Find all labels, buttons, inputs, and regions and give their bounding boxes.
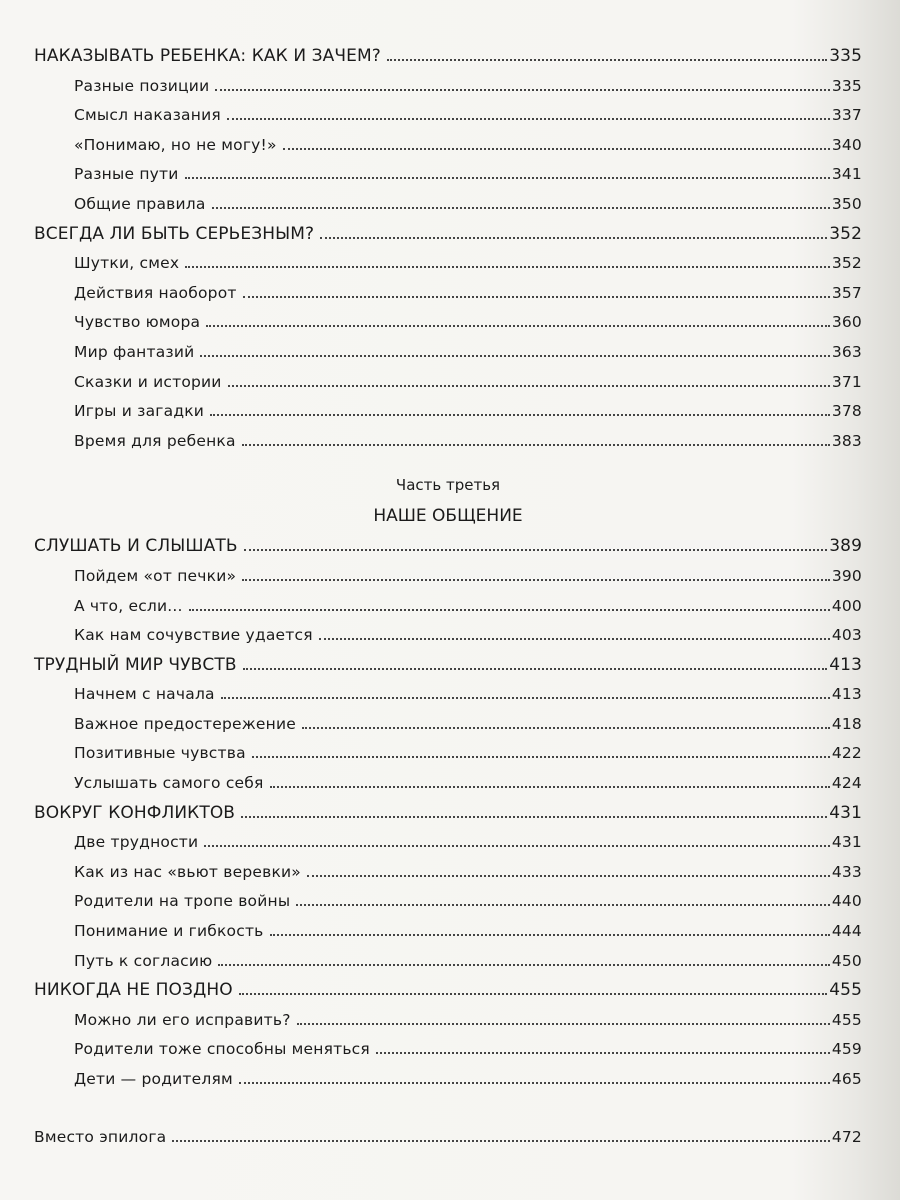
- toc-spacer: [34, 1095, 862, 1123]
- toc-entry-title: Услышать самого себя: [74, 774, 264, 793]
- toc-entry-page: 335: [829, 46, 862, 66]
- dot-leader: [244, 549, 828, 551]
- toc-entry-page: 450: [831, 951, 862, 970]
- dot-leader: [185, 266, 830, 268]
- toc-entry-title: ВОКРУГ КОНФЛИКТОВ: [34, 802, 236, 823]
- toc-entry-page: 341: [831, 165, 862, 184]
- toc-entry-page: 459: [831, 1040, 862, 1059]
- toc-section-entry[interactable]: [34, 131, 862, 161]
- table-of-contents: [34, 42, 862, 1152]
- toc-section-entry[interactable]: [34, 368, 862, 398]
- toc-entry-title: Разные позиции: [74, 76, 210, 95]
- toc-entry-title: Время для ребенка: [74, 431, 236, 450]
- toc-section-entry[interactable]: [34, 1006, 862, 1036]
- toc-section-entry[interactable]: [34, 887, 862, 917]
- toc-entry-page: 444: [831, 922, 862, 941]
- toc-entry-page: 431: [829, 802, 862, 823]
- dot-leader: [387, 59, 827, 61]
- toc-entry-title: Мир фантазий: [74, 342, 195, 361]
- toc-section-entry[interactable]: [34, 947, 862, 977]
- dot-leader: [283, 148, 830, 150]
- dot-leader: [243, 668, 828, 670]
- toc-entry-page: 400: [831, 596, 862, 615]
- toc-entry-page: 465: [831, 1070, 862, 1088]
- toc-entry-page: 433: [831, 862, 862, 881]
- toc-entry-page: 413: [831, 685, 862, 704]
- part-label: Часть третья: [395, 476, 501, 495]
- toc-section-entry[interactable]: [34, 427, 862, 457]
- toc-entry-page: 360: [831, 313, 862, 332]
- dot-leader: [242, 579, 830, 581]
- toc-entry-page: 363: [831, 342, 862, 361]
- dot-leader: [185, 177, 830, 179]
- toc-entry-title: Дети — родителям: [74, 1070, 233, 1088]
- dot-leader: [296, 904, 830, 906]
- toc-section-entry[interactable]: [34, 592, 862, 622]
- toc-section-entry[interactable]: [34, 621, 862, 651]
- toc-entry-page: 352: [829, 223, 862, 244]
- toc-entry-page: 357: [831, 283, 862, 302]
- toc-section-entry[interactable]: [34, 858, 862, 888]
- dot-leader: [189, 609, 830, 611]
- dot-leader: [270, 786, 830, 788]
- dot-leader: [210, 414, 830, 416]
- toc-entry-title: «Понимаю, но не могу!»: [74, 135, 277, 154]
- toc-entry-page: 390: [831, 566, 862, 585]
- dot-leader: [206, 325, 830, 327]
- toc-section-entry[interactable]: [34, 338, 862, 368]
- toc-entry-page: 352: [831, 254, 862, 273]
- toc-chapter-entry[interactable]: [34, 220, 862, 250]
- toc-group-part-two: [34, 42, 862, 456]
- toc-entry-title: Чувство юмора: [74, 313, 201, 332]
- toc-entry-page: 340: [831, 135, 862, 154]
- toc-entry-page: 418: [831, 714, 862, 733]
- toc-entry-title: Действия наоборот: [74, 283, 237, 302]
- toc-entry-page: 350: [831, 194, 862, 213]
- toc-entry-title: Позитивные чувства: [74, 744, 246, 763]
- dot-leader: [228, 385, 830, 387]
- toc-entry-page: 378: [831, 402, 862, 421]
- toc-entry-title: Две трудности: [74, 833, 199, 852]
- toc-entry-title: НАКАЗЫВАТЬ РЕБЕНКА: КАК И ЗАЧЕМ?: [34, 46, 381, 66]
- toc-section-entry[interactable]: [34, 739, 862, 769]
- part-heading: [34, 456, 862, 532]
- toc-entry-title: Как нам сочувствие удается: [74, 626, 313, 645]
- toc-section-entry[interactable]: [34, 710, 862, 740]
- toc-entry-title: НИКОГДА НЕ ПОЗДНО: [34, 980, 233, 1001]
- toc-entry-page: 383: [831, 431, 862, 450]
- dot-leader: [204, 845, 830, 847]
- dot-leader: [227, 118, 830, 120]
- toc-entry-title: Путь к согласию: [74, 951, 213, 970]
- toc-section-entry[interactable]: [34, 562, 862, 592]
- dot-leader: [221, 697, 830, 699]
- toc-section-entry[interactable]: [34, 917, 862, 947]
- toc-section-entry[interactable]: [34, 308, 862, 338]
- dot-leader: [212, 207, 830, 209]
- dot-leader: [319, 638, 830, 640]
- toc-group-part-three: [34, 532, 862, 1094]
- toc-entry-title: Шутки, смех: [74, 254, 180, 273]
- toc-section-entry[interactable]: [34, 397, 862, 427]
- toc-entry-title: Можно ли его исправить?: [74, 1010, 291, 1029]
- toc-entry-title: СЛУШАТЬ И СЛЫШАТЬ: [34, 536, 238, 557]
- toc-section-entry[interactable]: [34, 1035, 862, 1065]
- toc-entry-epilogue[interactable]: [34, 1123, 862, 1153]
- dot-leader: [302, 727, 830, 729]
- dot-leader: [307, 875, 830, 877]
- part-title: НАШЕ ОБЩЕНИЕ: [373, 506, 523, 527]
- toc-entry-page: 413: [829, 654, 862, 675]
- dot-leader: [242, 444, 830, 446]
- dot-leader: [241, 816, 827, 818]
- toc-entry-title: А что, если...: [74, 596, 183, 615]
- toc-entry-title: ТРУДНЫЙ МИР ЧУВСТВ: [34, 654, 237, 675]
- toc-entry-title: Вместо эпилога: [34, 1127, 167, 1146]
- toc-entry-page: 337: [831, 106, 862, 125]
- toc-entry-title: Родители на тропе войны: [74, 892, 291, 911]
- toc-entry-title: Важное предостережение: [74, 714, 296, 733]
- toc-entry-title: Разные пути: [74, 165, 179, 184]
- toc-entry-page: 422: [831, 744, 862, 763]
- toc-entry-title: Смысл наказания: [74, 106, 221, 125]
- toc-entry-title: Общие правила: [74, 194, 206, 213]
- toc-entry-title: Как из нас «вьют веревки»: [74, 862, 301, 881]
- toc-section-entry[interactable]: [34, 101, 862, 131]
- toc-entry-page: 440: [831, 892, 862, 911]
- toc-section-entry[interactable]: [34, 828, 862, 858]
- toc-chapter-entry[interactable]: [34, 799, 862, 829]
- toc-chapter-entry[interactable]: [34, 532, 862, 562]
- dot-leader: [252, 756, 830, 758]
- dot-leader: [215, 89, 829, 91]
- toc-entry-title: ВСЕГДА ЛИ БЫТЬ СЕРЬЕЗНЫМ?: [34, 223, 315, 244]
- toc-entry-page: 455: [831, 1010, 862, 1029]
- toc-section-entry[interactable]: [34, 190, 862, 220]
- toc-chapter-entry[interactable]: [34, 651, 862, 681]
- toc-entry-title: Пойдем «от печки»: [74, 566, 237, 585]
- dot-leader: [243, 296, 830, 298]
- toc-section-entry[interactable]: [34, 680, 862, 710]
- toc-section-entry[interactable]: [34, 769, 862, 799]
- toc-entry-page: 403: [831, 626, 862, 645]
- toc-entry-page: 335: [831, 76, 862, 95]
- dot-leader: [218, 964, 829, 966]
- dot-leader: [270, 934, 830, 936]
- dot-leader: [297, 1023, 830, 1025]
- toc-entry-page: 431: [831, 833, 862, 852]
- toc-section-entry[interactable]: [34, 1065, 862, 1095]
- toc-entry-title: Игры и загадки: [74, 402, 205, 421]
- toc-entry-title: Родители тоже способны меняться: [74, 1040, 370, 1059]
- dot-leader: [239, 1082, 830, 1084]
- toc-entry-title: Сказки и истории: [74, 372, 222, 391]
- toc-entry-page: 371: [831, 372, 862, 391]
- toc-section-entry[interactable]: [34, 249, 862, 279]
- toc-chapter-entry[interactable]: [34, 976, 862, 1006]
- toc-chapter-entry[interactable]: [34, 42, 862, 72]
- dot-leader: [172, 1140, 829, 1142]
- toc-section-entry[interactable]: [34, 72, 862, 102]
- toc-entry-page: 472: [831, 1127, 862, 1146]
- toc-entry-page: 389: [829, 536, 862, 557]
- dot-leader: [200, 355, 829, 357]
- dot-leader: [376, 1052, 830, 1054]
- toc-entry-title: Понимание и гибкость: [74, 922, 264, 941]
- toc-section-entry[interactable]: [34, 160, 862, 190]
- toc-section-entry[interactable]: [34, 279, 862, 309]
- toc-entry-page: 424: [831, 774, 862, 793]
- dot-leader: [239, 993, 827, 995]
- toc-entry-title: Начнем с начала: [74, 685, 215, 704]
- dot-leader: [320, 237, 827, 239]
- toc-entry-page: 455: [829, 980, 862, 1001]
